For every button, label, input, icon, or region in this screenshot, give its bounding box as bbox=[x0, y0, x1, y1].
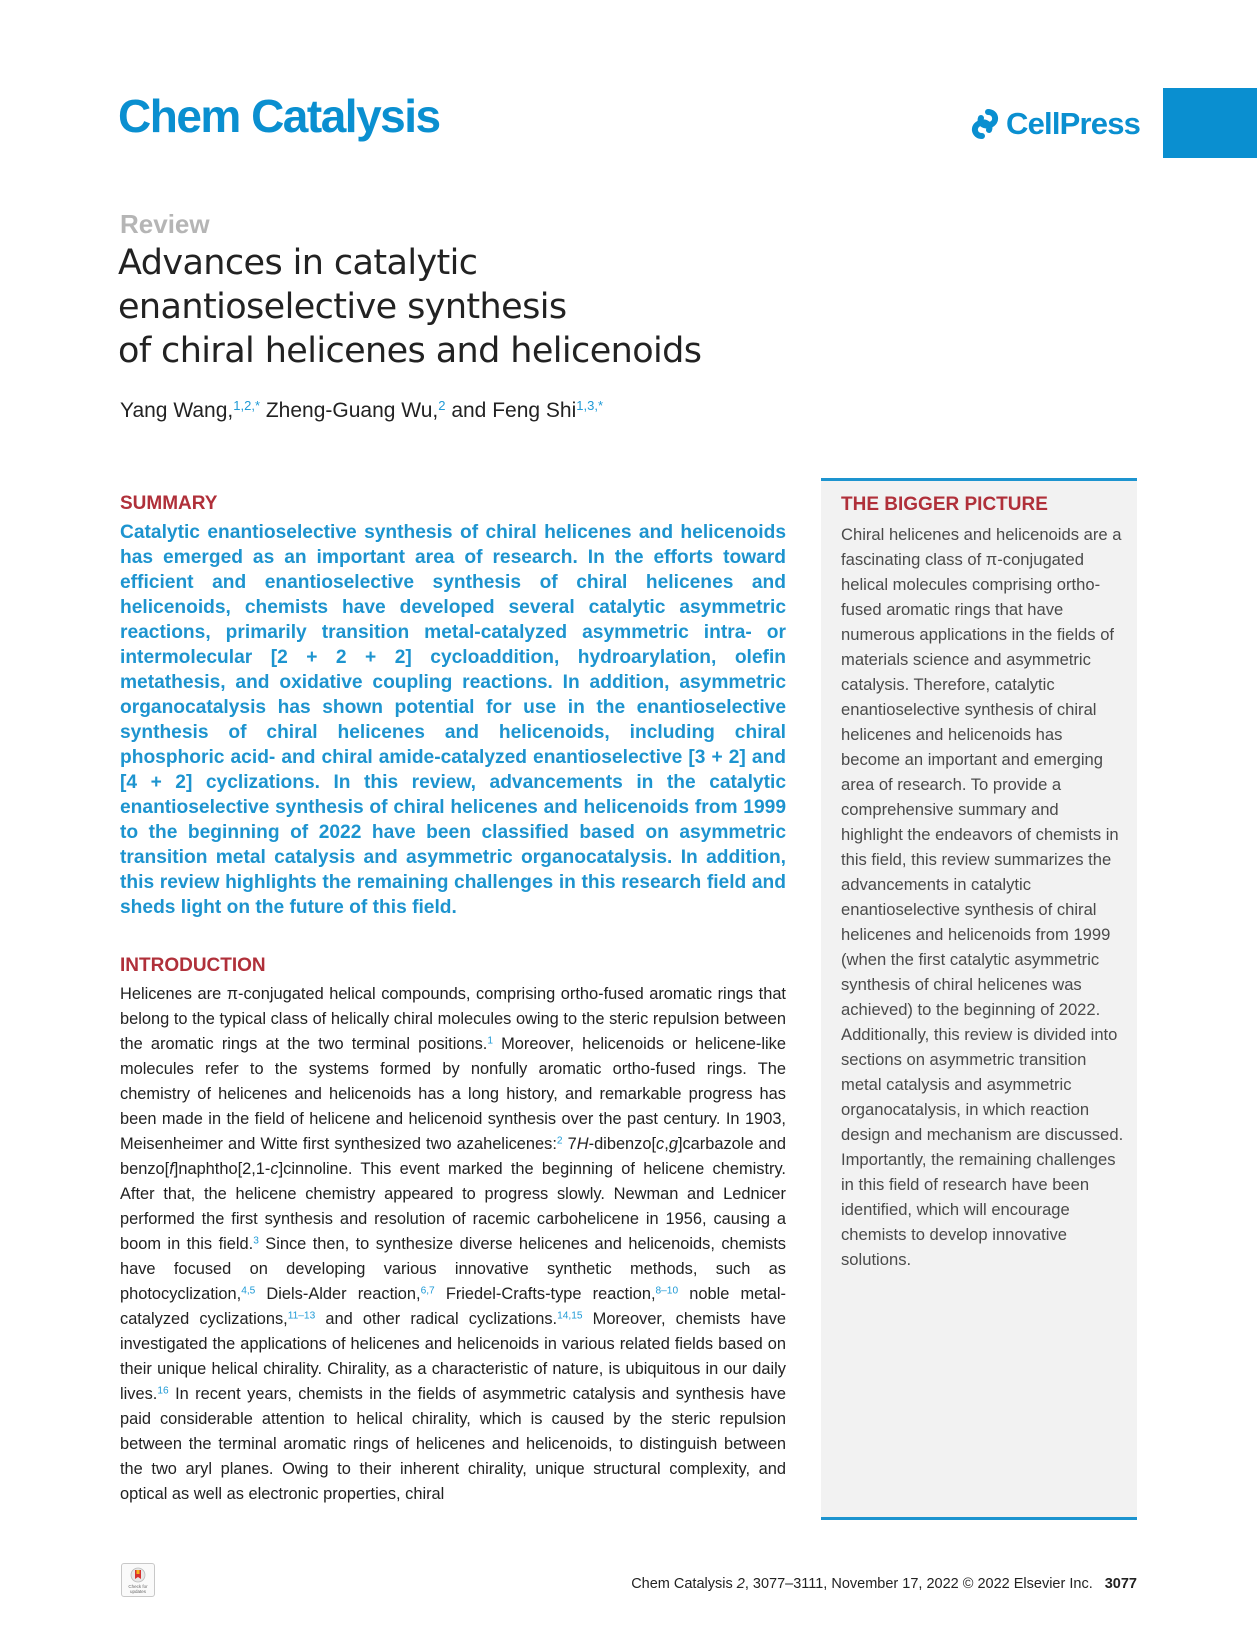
text-run: Helicenes are π-conjugated helical compounds, comprising ortho-fused aromatic rings that belong to the typical class of helically chiral molecules owing to the steric repulsion between the aromatic rings at the two terminal positions. bbox=[120, 985, 786, 1053]
author-affiliation[interactable]: 2 bbox=[438, 397, 446, 413]
text-run: ]naphtho[2,1- bbox=[173, 1160, 271, 1178]
introduction-heading: INTRODUCTION bbox=[120, 955, 266, 976]
footer-citation: , 3077–3111, November 17, 2022 © 2022 Elsevier Inc. bbox=[744, 1576, 1093, 1592]
text-run: ]carbazole and benzo[ bbox=[120, 1135, 787, 1178]
italic-text: c bbox=[656, 1135, 665, 1153]
citation-ref[interactable]: 3 bbox=[253, 1235, 259, 1247]
title-line: Advances in catalytic bbox=[118, 243, 478, 283]
text-run: ]cinnoline. This event marked the beginning of helicene chemistry. After that, the helicene chemistry appeared to progress slowly. Newman and Lednicer performed the first synthesis and resolution of racemic carbohelicene in 1956, causing a boom in this field. bbox=[120, 1160, 786, 1253]
corner-tab bbox=[1163, 88, 1257, 158]
text-run: noble metal-catalyzed cyclizations, bbox=[120, 1285, 786, 1328]
citation-ref[interactable]: 16 bbox=[157, 1385, 169, 1397]
text-run: Moreover, chemists have investigated the applications of helicenes and helicenoids in various related fields based on their unique helical chirality. Chirality, as a characteristic of nature, is ubiquitous in our daily lives. bbox=[120, 1310, 787, 1403]
author-name: Yang Wang, bbox=[120, 399, 234, 422]
text-run: Friedel-Crafts-type reaction, bbox=[434, 1285, 656, 1303]
bigger-picture-text: Chiral helicenes and helicenoids are a fascinating class of π-conjugated helical molecules comprising ortho-fused aromatic rings that have numerous applications in the fields of materials science and asymmetric catalysis. Therefore, catalytic enantioselective synthesis of chiral helicenes and helicenoids has become an important and emerging area of research. To provide a comprehensive summary and highlight the endeavors of chemists in this field, this review summarizes the advancements in catalytic enantioselective synthesis of chiral helicenes and helicenoids from 1999 (when the first catalytic asymmetric synthesis of chiral helicenes was achieved) to the beginning of 2022. Additionally, this review is divided into sections on asymmetric transition metal catalysis and asymmetric organocatalysis, in which reaction design and mechanism are discussed. Importantly, the remaining challenges in this field of research have been identified, which will encourage chemists to develop innovative solutions. bbox=[841, 525, 1124, 1269]
author-list bbox=[120, 397, 603, 425]
citation-ref[interactable]: 8–10 bbox=[655, 1285, 679, 1297]
crossmark-icon bbox=[130, 1567, 146, 1583]
author-name: Zheng-Guang Wu, bbox=[260, 399, 439, 422]
title-line: of chiral helicenes and helicenoids bbox=[118, 331, 702, 371]
citation-ref[interactable]: 11–13 bbox=[287, 1310, 316, 1322]
bigger-picture-box bbox=[821, 478, 1137, 1520]
citation-ref[interactable]: 14,15 bbox=[557, 1310, 583, 1322]
journal-name: Chem Catalysis bbox=[118, 90, 440, 142]
text-run: 7 bbox=[562, 1135, 577, 1153]
citation-ref[interactable]: 2 bbox=[556, 1135, 563, 1147]
bigger-picture-heading: THE BIGGER PICTURE bbox=[841, 494, 1048, 515]
author-affiliation[interactable]: 1,2,* bbox=[233, 397, 261, 413]
text-run: -dibenzo[ bbox=[588, 1135, 657, 1153]
summary-heading: SUMMARY bbox=[120, 493, 218, 514]
citation-ref[interactable]: 4,5 bbox=[241, 1285, 256, 1297]
text-run: In recent years, chemists in the fields of asymmetric catalysis and synthesis have paid considerable attention to helical chirality, which is caused by the steric repulsion between the terminal aromatic rings of helicenes and helicenoids, to distinguish between the two aryl planes. Owing to their inherent chirality, unique structural complexity, and optical as well as electronic properties, chiral bbox=[120, 1385, 786, 1503]
text-run: Moreover, helicenoids or helicene-like molecules refer to the systems formed by nonfully aromatic ortho-fused rings. The chemistry of helicenes and helicenoids has a long history, and remarkable progress has been made in the field of helicene and helicenoid synthesis over the past century. In 1903, Meisenheimer and Witte first synthesized two azahelicenes: bbox=[120, 1035, 786, 1153]
text-run: , bbox=[664, 1135, 669, 1153]
author-affiliation[interactable]: 1,3,* bbox=[576, 397, 604, 413]
check-for-updates-badge[interactable] bbox=[121, 1563, 155, 1597]
italic-text: c bbox=[270, 1160, 279, 1178]
article-title bbox=[118, 241, 798, 373]
italic-text: f bbox=[169, 1160, 174, 1178]
page-number: 3077 bbox=[1104, 1576, 1137, 1592]
check-for-updates-label: Check for updates bbox=[128, 1584, 148, 1594]
citation-ref[interactable]: 1 bbox=[487, 1035, 494, 1047]
introduction-text bbox=[120, 982, 786, 1507]
title-line: enantioselective synthesis bbox=[118, 287, 567, 327]
italic-text: H bbox=[576, 1135, 589, 1153]
publisher-logo bbox=[968, 104, 1140, 144]
text-run: and other radical cyclizations. bbox=[315, 1310, 558, 1328]
publisher-name: CellPress bbox=[1006, 106, 1141, 141]
citation-ref[interactable]: 6,7 bbox=[420, 1285, 435, 1297]
author-name: and Feng Shi bbox=[445, 399, 577, 422]
text-run: Diels-Alder reaction, bbox=[255, 1285, 421, 1303]
footer-journal: Chem Catalysis bbox=[631, 1576, 737, 1592]
page-footer bbox=[560, 1574, 1137, 1594]
italic-text: g bbox=[668, 1135, 678, 1153]
cellpress-logo-icon bbox=[968, 106, 1002, 142]
summary-text: Catalytic enantioselective synthesis of chiral helicenes and helicenoids has emerged as an important area of research. In the efforts toward efficient and enantioselective synthesis of chiral helicenes and helicenoids, chemists have developed several catalytic asymmetric reactions, primarily transition metal-catalyzed asymmetric intra- or intermolecular [2 + 2 + 2] cycloaddition, hydroarylation, olefin metathesis, and oxidative coupling reactions. In addition, asymmetric organocatalysis has shown potential for use in the enantioselective synthesis of chiral helicenes and helicenoids, including chiral phosphoric acid- and chiral amide-catalyzed enantioselective [3 + 2] and [4 + 2] cyclizations. In this review, advancements in the catalytic enantioselective synthesis of chiral helicenes and helicenoids from 1999 to the beginning of 2022 have been classified based on asymmetric transition metal catalysis and asymmetric organocatalysis. In addition, this review highlights the remaining challenges in this research field and sheds light on the future of this field. bbox=[120, 522, 786, 918]
article-type: Review bbox=[120, 209, 210, 239]
footer-volume: 2 bbox=[736, 1576, 745, 1592]
text-run: Since then, to synthesize diverse helicenes and helicenoids, chemists have focused on developing various innovative synthetic methods, such as photocyclization, bbox=[120, 1235, 786, 1303]
